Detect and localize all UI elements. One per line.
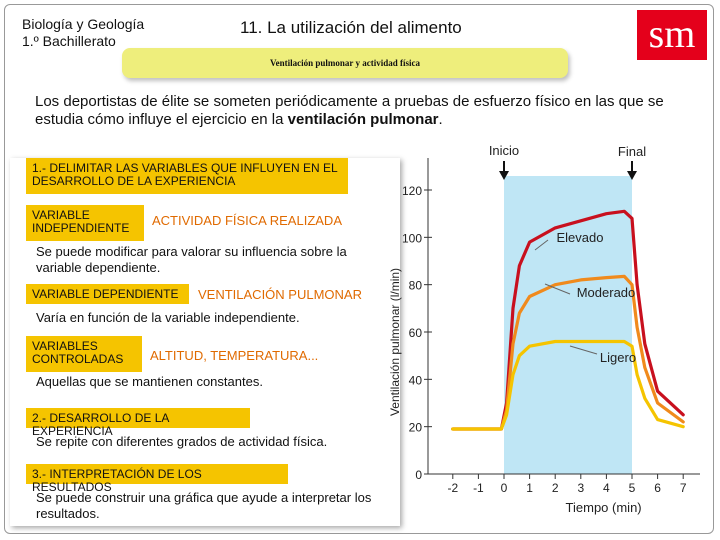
step2-desc: Se repite con diferentes grados de actividad física.	[36, 434, 328, 449]
y-tick-label: 120	[401, 184, 422, 198]
controlled-variables-value: ALTITUD, TEMPERATURA...	[150, 348, 319, 363]
intro-end: .	[438, 111, 443, 128]
independent-variable-value: ACTIVIDAD FÍSICA REALIZADA	[152, 213, 342, 228]
subject-line-2: 1.º Bachillerato	[22, 33, 116, 49]
publisher-logo: sm	[637, 10, 707, 60]
x-tick-label: 1	[526, 481, 533, 495]
step1-title: 1.- DELIMITAR LAS VARIABLES QUE INFLUYEN EN EL DESARROLLO DE LA EXPERIENCIA	[26, 158, 348, 194]
x-tick-label: 5	[628, 481, 636, 495]
y-tick-label: 60	[408, 326, 422, 340]
step2-title: 2.- DESARROLLO DE LA EXPERIENCIA	[26, 408, 250, 428]
series-label-elevado: Elevado	[556, 230, 604, 245]
exercise-interval-shade	[504, 176, 632, 474]
independent-variable-desc: Se puede modificar para valorar su influencia sobre la variable dependiente.	[36, 244, 347, 275]
x-tick-label: -2	[447, 481, 459, 495]
controlled-variables-label: VARIABLES CONTROLADAS	[26, 336, 142, 372]
intro-bold: ventilación pulmonar	[287, 111, 439, 128]
independent-variable-label: VARIABLE INDEPENDIENTE	[26, 205, 144, 241]
marker-label-end: Final	[617, 144, 647, 159]
x-tick-label: 2	[551, 481, 559, 495]
x-tick-label: 6	[654, 481, 661, 495]
intro-text: Los deportistas de élite se someten periódicamente a pruebas de esfuerzo físico en las que se estudia cómo influye el ejercicio en la	[35, 93, 664, 128]
topic-banner: Ventilación pulmonar y actividad física	[122, 48, 568, 78]
x-tick-label: 3	[577, 481, 585, 495]
dependent-variable-label: VARIABLE DEPENDIENTE	[26, 284, 189, 304]
y-tick-label: 40	[408, 373, 422, 388]
y-tick-label: 100	[401, 231, 422, 246]
subject-line-1: Biología y Geología	[22, 16, 145, 32]
x-tick-label: -1	[473, 481, 484, 495]
x-tick-label: 4	[603, 481, 610, 495]
series-label-moderado: Moderado	[576, 285, 636, 300]
unit-title: 11. La utilización del alimento	[240, 18, 462, 37]
x-tick-label: 0	[500, 481, 508, 495]
step3-title: 3.- INTERPRETACIÓN DE LOS RESULTADOS	[26, 464, 288, 484]
x-axis-label: Tiempo (min)	[565, 500, 642, 515]
step3-desc: Se puede construir una gráfica que ayude a interpretar los resultados.	[36, 490, 372, 521]
y-axis-label: Ventilación pulmonar (l/min)	[388, 267, 402, 417]
series-label-ligero: Ligero	[599, 350, 637, 365]
controlled-variables-desc: Aquellas que se mantienen constantes.	[36, 374, 263, 389]
y-tick-label: 80	[408, 278, 422, 293]
dependent-variable-desc: Varía en función de la variable independiente.	[36, 310, 300, 325]
dependent-variable-value: VENTILACIÓN PULMONAR	[198, 287, 362, 302]
y-tick-label: 20	[408, 420, 422, 435]
x-tick-label: 7	[679, 481, 687, 495]
y-tick-label: 0	[415, 468, 422, 482]
marker-label-start: Inicio	[488, 143, 520, 158]
